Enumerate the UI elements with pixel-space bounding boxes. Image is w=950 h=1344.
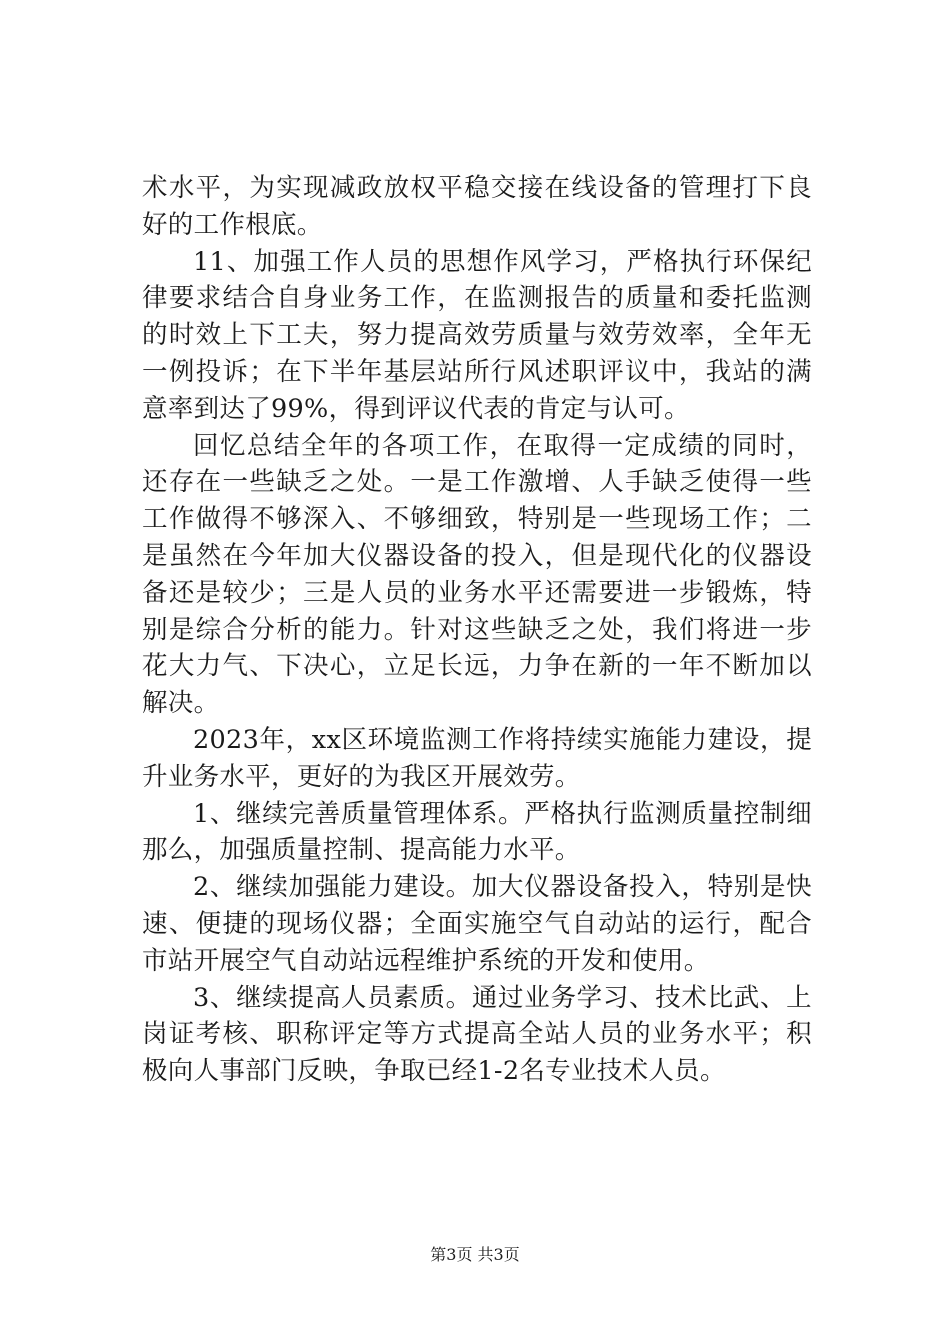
paragraph-review-summary: 回忆总结全年的各项工作，在取得一定成绩的同时，还存在一些缺乏之处。一是工作激增、人手缺乏使得一些工作做得不够深入、不够细致，特别是一些现场工作；二是虽然在今年加大仪器设备的投入，但是现代化的仪器设备还是较少；三是人员的业务水平还需要进一步锻炼，特别是综合分析的能力。针对这些缺乏之处，我们将进一步花大力气、下决心，立足长远，力争在新的一年不断加以解决。 [142, 430, 812, 719]
page-number-footer: 第3页 共3页 [430, 1245, 520, 1264]
paragraph-plan-item-2: 2、继续加强能力建设。加大仪器设备投入，特别是快速、便捷的现场仪器；全面实施空气自动站的运行，配合市站开展空气自动站远程维护系统的开发和使用。 [142, 872, 812, 976]
paragraph-plan-item-3: 3、继续提高人员素质。通过业务学习、技术比武、上岗证考核、职称评定等方式提高全站人员的业务水平；积极向人事部门反映，争取已经1-2名专业技术人员。 [142, 982, 812, 1087]
paragraph-2023-plan: 2023年，xx区环境监测工作将持续实施能力建设，提升业务水平，更好的为我区开展效劳。 [142, 724, 812, 792]
paragraph-continuation: 术水平，为实现减政放权平稳交接在线设备的管理打下良好的工作根底。 [142, 173, 812, 240]
paragraph-plan-item-1: 1、继续完善质量管理体系。严格执行监测质量控制细那么，加强质量控制、提高能力水平。 [142, 798, 812, 866]
paragraph-item-11: 11、加强工作人员的思想作风学习，严格执行环保纪律要求结合自身业务工作，在监测报告的质量和委托监测的时效上下工夫，努力提高效劳质量与效劳效率，全年无一例投诉；在下半年基层站所行风述职评议中，我站的满意率到达了99%，得到评议代表的肯定与认可。 [142, 246, 812, 424]
document-body [142, 170, 812, 1090]
